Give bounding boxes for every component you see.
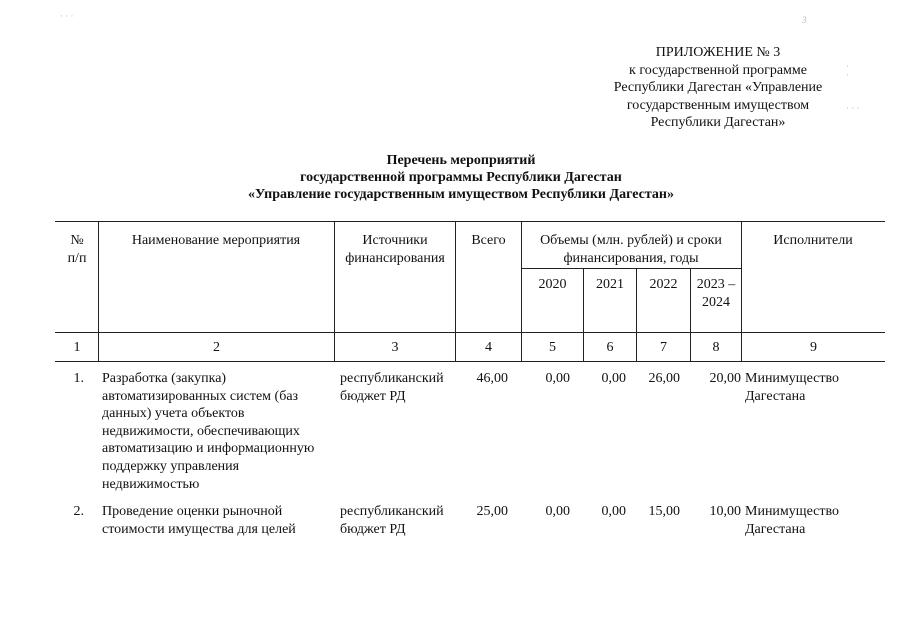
years-divider bbox=[521, 268, 741, 269]
row-2021: 0,00 bbox=[601, 371, 626, 386]
appendix-line: Республики Дагестан «Управление bbox=[613, 80, 823, 96]
column-number: 3 bbox=[391, 340, 399, 355]
row-2021: 0,00 bbox=[601, 504, 626, 519]
header-divider bbox=[55, 332, 885, 333]
scan-speck: · · · bbox=[846, 103, 860, 113]
header-total: Всего bbox=[471, 233, 506, 248]
appendix-line: государственным имуществом bbox=[626, 97, 810, 113]
row-name: Проведение оценки рыночной стоимости имущества для целей bbox=[102, 504, 296, 537]
title-line: Перечень мероприятий bbox=[386, 153, 536, 168]
column-number: 8 bbox=[712, 340, 720, 355]
page-mark: 3 bbox=[802, 15, 807, 25]
appendix-line: к государственной программе bbox=[629, 62, 807, 78]
row-executor: Минимущество Дагестана bbox=[745, 371, 839, 404]
title-line: «Управление государственным имуществом Республики Дагестан» bbox=[248, 187, 674, 202]
header-year: 2020 bbox=[538, 277, 567, 292]
row-total: 46,00 bbox=[476, 371, 508, 386]
header-executors: Исполнители bbox=[773, 233, 853, 248]
header-year: 2023 – 2024 bbox=[696, 277, 736, 310]
column-number: 2 bbox=[213, 340, 220, 355]
column-number: 5 bbox=[549, 340, 556, 355]
row-source: республиканский бюджет РД bbox=[340, 371, 444, 404]
row-2020: 0,00 bbox=[545, 504, 570, 519]
row-num: 2. bbox=[73, 504, 84, 519]
header-source: Источники финансирования bbox=[345, 233, 445, 266]
header-num: № п/п bbox=[67, 233, 87, 266]
row-2020: 0,00 bbox=[545, 371, 570, 386]
scan-speck: · · · bbox=[60, 11, 74, 21]
column-number: 4 bbox=[485, 340, 492, 355]
row-name: Разработка (закупка) автоматизированных систем (баз данных) учета объектов недвижимости, обеспечивающих автоматизацию и информационную поддержку управления недвижимостью bbox=[102, 371, 315, 492]
appendix-line: Республики Дагестан» bbox=[650, 115, 786, 131]
row-2022: 26,00 bbox=[648, 371, 680, 386]
column-number: 1 bbox=[73, 340, 81, 355]
column-number: 9 bbox=[810, 340, 817, 355]
header-volumes: Объемы (млн. рублей) и сроки финансирования, годы bbox=[540, 233, 722, 266]
row-num: 1. bbox=[73, 371, 84, 386]
row-2023: 20,00 bbox=[709, 371, 741, 386]
scan-speck: · · bbox=[846, 61, 849, 80]
numbers-divider bbox=[55, 361, 885, 362]
row-2023: 10,00 bbox=[709, 504, 741, 519]
column-number: 7 bbox=[660, 340, 667, 355]
header-name: Наименование мероприятия bbox=[131, 233, 301, 248]
header-year: 2022 bbox=[649, 277, 678, 292]
row-total: 25,00 bbox=[476, 504, 508, 519]
row-2022: 15,00 bbox=[648, 504, 680, 519]
header-year: 2021 bbox=[596, 277, 624, 292]
title-line: государственной программы Республики Дагестан bbox=[300, 170, 622, 185]
appendix-line: ПРИЛОЖЕНИЕ № 3 bbox=[655, 45, 781, 60]
column-number: 6 bbox=[606, 340, 614, 355]
row-executor: Минимущество Дагестана bbox=[745, 504, 839, 537]
row-source: республиканский бюджет РД bbox=[340, 504, 444, 537]
table-border-top bbox=[55, 221, 885, 222]
